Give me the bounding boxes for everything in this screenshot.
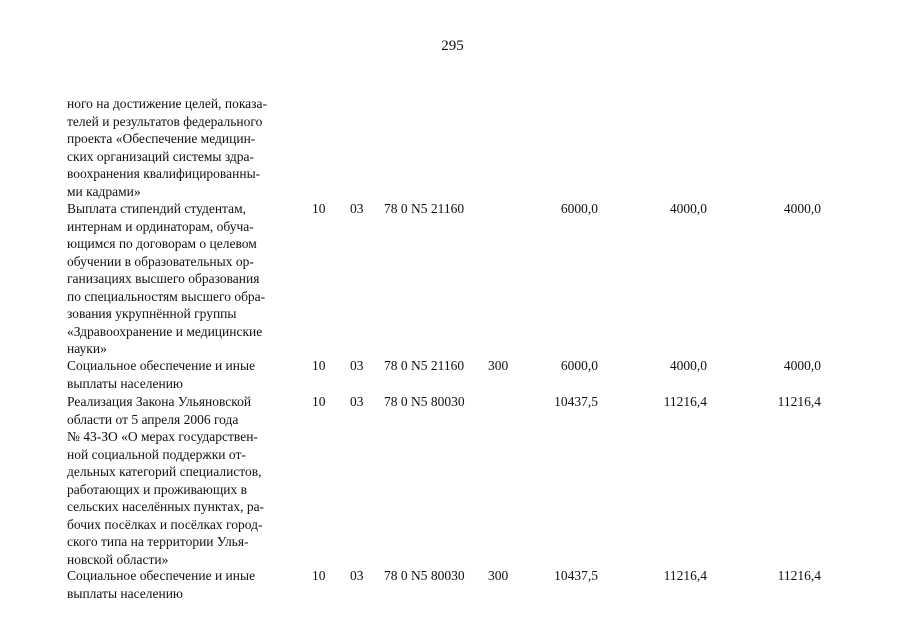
row-description	[67, 567, 296, 602]
row-description	[67, 200, 296, 358]
description-line: Выплата стипендий студентам,	[67, 201, 247, 216]
amount-year-3: 11216,4	[777, 568, 821, 583]
description-line: зования укрупнённой группы	[67, 306, 237, 321]
subsection-code: 03	[350, 394, 364, 409]
row-description	[67, 357, 296, 392]
description-line: области от 5 апреля 2006 года	[67, 411, 239, 427]
description-line: интернам и ординаторам, обуча-	[67, 218, 254, 234]
expense-type-code: 300	[488, 568, 509, 583]
amount-year-1: 6000,0	[560, 201, 598, 216]
description-line: воохранения квалифицированны-	[67, 166, 261, 181]
amount-year-2: 11216,4	[663, 568, 707, 583]
target-article-code: 78 0 N5 21160	[384, 358, 465, 373]
description-line: ми кадрами»	[67, 183, 141, 199]
section-code: 10	[312, 394, 326, 409]
subsection-code: 03	[350, 568, 364, 583]
target-article-code: 78 0 N5 80030	[384, 394, 465, 409]
description-line: новской области»	[67, 551, 169, 567]
description-line: телей и результатов федерального	[67, 113, 263, 129]
description-line: выплаты населению	[67, 375, 184, 391]
page-number: 295	[441, 38, 464, 54]
subsection-code: 03	[350, 358, 364, 373]
description-line: Реализация Закона Ульяновской	[67, 394, 252, 409]
description-line: Социальное обеспечение и иные	[67, 568, 256, 583]
amount-year-3: 4000,0	[783, 201, 821, 216]
subsection-code: 03	[350, 201, 364, 216]
section-code: 10	[312, 201, 326, 216]
amount-year-2: 4000,0	[669, 201, 707, 216]
amount-year-3: 11216,4	[777, 394, 821, 409]
description-line: «Здравоохранение и медицинские	[67, 323, 263, 339]
amount-year-1: 10437,5	[554, 394, 598, 409]
description-line: проекта «Обеспечение медицин-	[67, 131, 256, 146]
amount-year-2: 4000,0	[669, 358, 707, 373]
description-line: № 43-ЗО «О мерах государствен-	[67, 429, 258, 444]
description-line: ного на достижение целей, показа-	[67, 96, 267, 111]
description-line: ганизациях высшего образования	[67, 271, 260, 286]
description-line: выплаты населению	[67, 585, 184, 601]
target-article-code: 78 0 N5 21160	[384, 201, 465, 216]
amount-year-1: 10437,5	[554, 568, 598, 583]
amount-year-3: 4000,0	[783, 358, 821, 373]
section-code: 10	[312, 568, 326, 583]
description-line: Социальное обеспечение и иные	[67, 358, 256, 373]
target-article-code: 78 0 N5 80030	[384, 568, 465, 583]
description-line: ной социальной поддержки от-	[67, 446, 246, 462]
description-line: сельских населённых пунктах, ра-	[67, 499, 265, 514]
description-line: бочих посёлках и посёлках город-	[67, 516, 263, 532]
description-line: дельных категорий специалистов,	[67, 464, 262, 479]
description-line: по специальностям высшего обра-	[67, 288, 266, 304]
section-code: 10	[312, 358, 326, 373]
row-description	[67, 393, 296, 568]
row-description	[67, 95, 296, 200]
description-line: обучении в образовательных ор-	[67, 253, 254, 269]
description-line: ющимся по договорам о целевом	[67, 236, 257, 251]
expense-type-code: 300	[488, 358, 509, 373]
description-line: ского типа на территории Улья-	[67, 534, 249, 549]
description-line: работающих и проживающих в	[67, 481, 248, 497]
description-line: ских организаций системы здра-	[67, 148, 255, 164]
amount-year-2: 11216,4	[663, 394, 707, 409]
description-line: науки»	[67, 341, 107, 356]
amount-year-1: 6000,0	[560, 358, 598, 373]
